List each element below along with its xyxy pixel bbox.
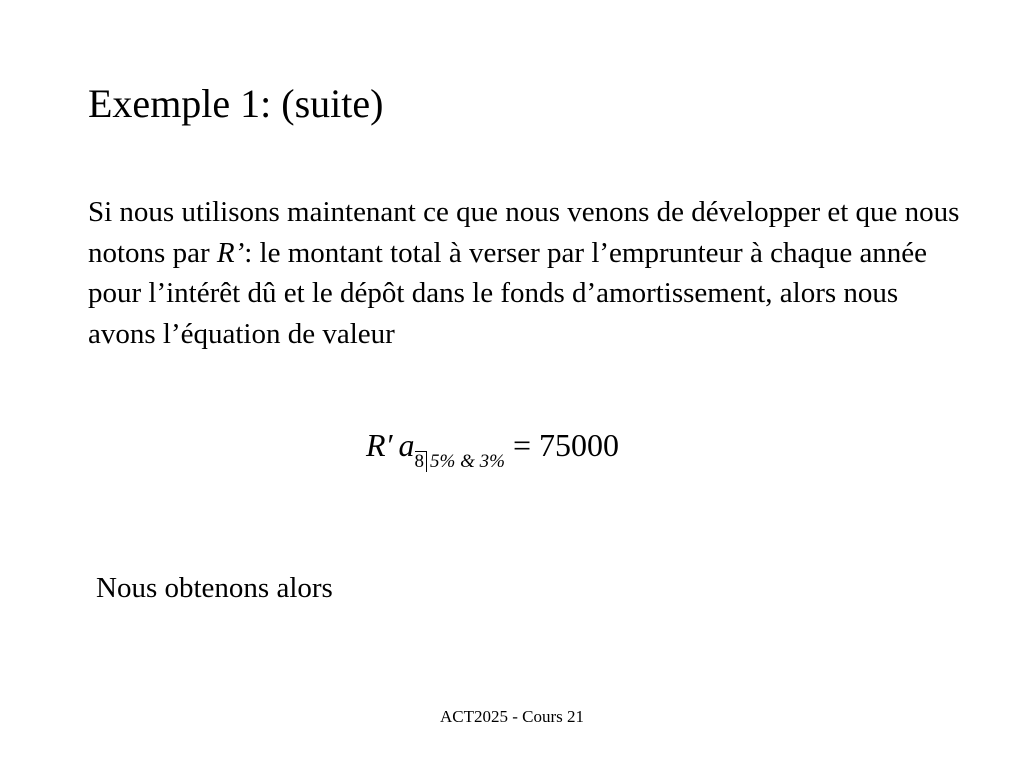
equation-annuity-symbol: a [398, 427, 415, 463]
equation-term: 8 [415, 451, 428, 472]
body-text-before: Si nous utilisons maintenant ce que nous venons de développer et que nous notons par [88, 196, 960, 269]
equation-R-symbol: R′ [366, 427, 393, 463]
body-variable: R’ [216, 236, 245, 269]
equation-rhs: = 75000 [512, 427, 620, 463]
conclusion-text: Nous obtenons alors [96, 572, 333, 604]
equation-subscript [415, 452, 505, 472]
value-equation [366, 418, 666, 478]
body-paragraph [88, 192, 968, 354]
body-text-after: : le montant total à verser par l’emprunteur à chaque année pour l’intérêt dû et le dépôt dans le fonds d’amortissement, alors nous avons l’équation de valeur [88, 236, 928, 350]
slide-title: Exemple 1: (suite) [88, 81, 384, 126]
equation-rates: 5% & 3% [430, 451, 505, 472]
slide-footer: ACT2025 - Cours 21 [439, 707, 585, 726]
